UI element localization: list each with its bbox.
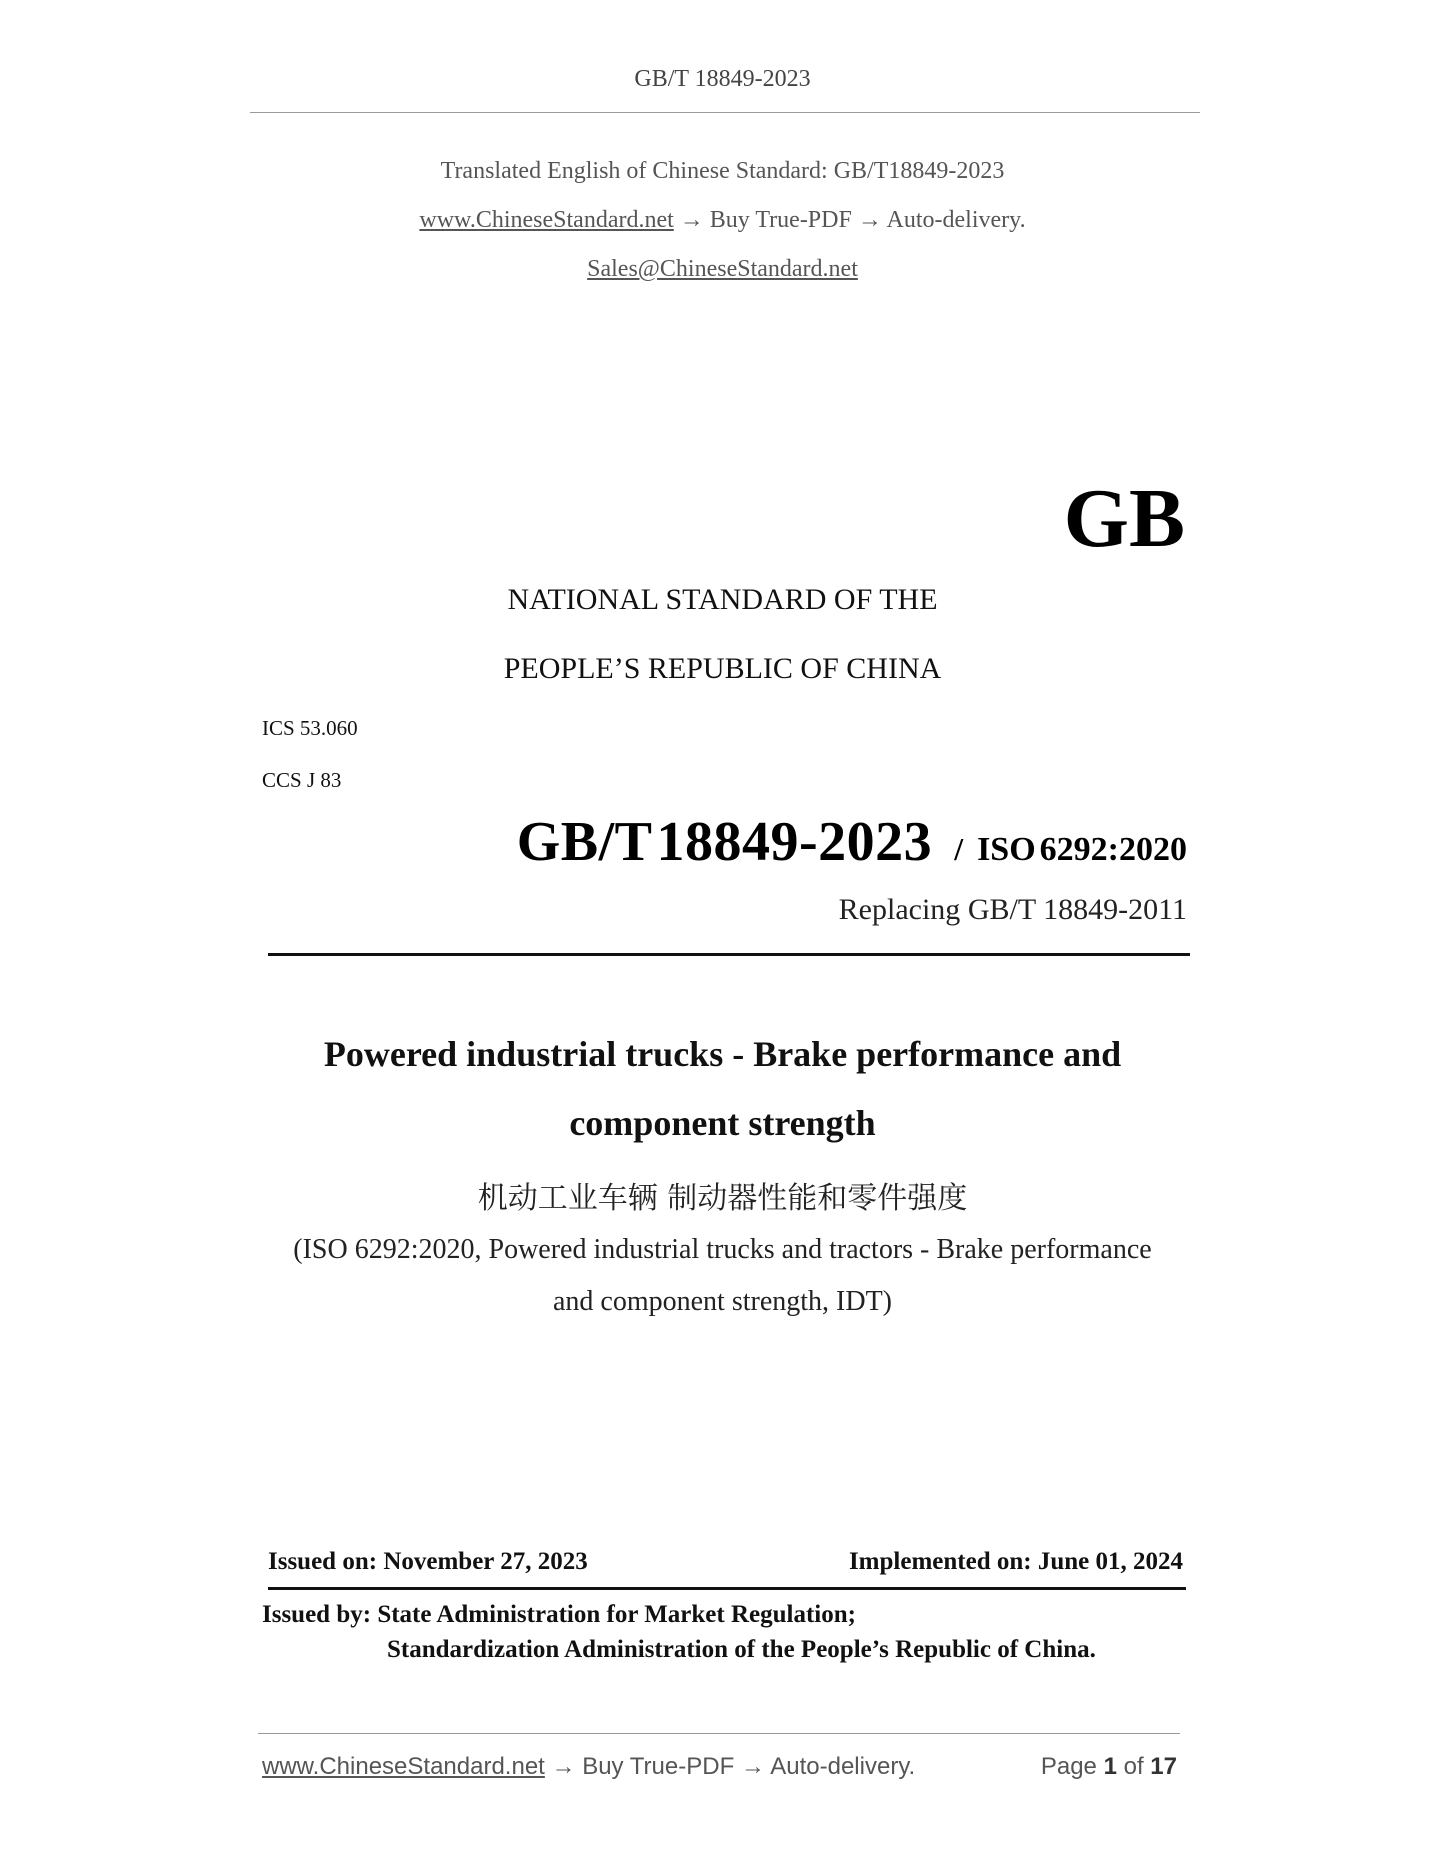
page-label: Page bbox=[1040, 1753, 1097, 1780]
arrow-icon: → bbox=[857, 207, 882, 233]
page-number: 1 bbox=[1103, 1753, 1117, 1780]
replacing-prefix: GB/T bbox=[967, 893, 1036, 926]
header-rule bbox=[250, 112, 1200, 113]
footer-delivery-text: Auto-delivery. bbox=[770, 1753, 916, 1780]
issued-on-date: Issued on: November 27, 2023 bbox=[268, 1548, 588, 1575]
page-indicator bbox=[1041, 1753, 1177, 1781]
gb-mark: GB bbox=[1063, 472, 1185, 565]
iso-prefix: ISO bbox=[977, 831, 1036, 868]
dates-rule bbox=[268, 1587, 1186, 1590]
footer-buy-text: Buy True-PDF bbox=[582, 1753, 735, 1780]
iso-reference-line1: (ISO 6292:2020, Powered industrial trucks and tractors - Brake performance bbox=[293, 1234, 1152, 1265]
buy-text: Buy True-PDF bbox=[709, 207, 852, 233]
standard-code: 18849-2023 bbox=[656, 811, 933, 873]
iso-number: 6292:2020 bbox=[1039, 831, 1187, 868]
arrow-icon: → bbox=[551, 1753, 576, 1780]
issued-by-line2: Standardization Administration of the People’s Republic of China. bbox=[387, 1636, 1096, 1663]
total-pages: 17 bbox=[1150, 1753, 1177, 1780]
standard-number bbox=[517, 810, 1187, 874]
promo-purchase-line bbox=[0, 207, 1445, 234]
email-link[interactable]: Sales@ChineseStandard.net bbox=[587, 256, 858, 282]
of-label: of bbox=[1123, 1753, 1144, 1780]
national-standard-line2: PEOPLE’S REPUBLIC OF CHINA bbox=[503, 652, 942, 685]
footer-purchase-line bbox=[262, 1753, 915, 1781]
title-rule bbox=[268, 953, 1190, 956]
running-header: GB/T 18849-2023 bbox=[634, 66, 811, 92]
footer-site-link[interactable]: www.ChineseStandard.net bbox=[262, 1753, 545, 1780]
ics-code: ICS 53.060 bbox=[262, 716, 358, 740]
site-link[interactable]: www.ChineseStandard.net bbox=[419, 207, 674, 233]
replacing-line bbox=[839, 893, 1187, 927]
chinese-title: 机动工业车辆 制动器性能和零件强度 bbox=[477, 1181, 968, 1216]
ccs-code: CCS J 83 bbox=[262, 768, 342, 792]
document-title-line1: Powered industrial trucks - Brake performance and bbox=[323, 1034, 1122, 1074]
promo-email-line bbox=[0, 256, 1445, 283]
arrow-icon: → bbox=[679, 207, 704, 233]
implemented-on-date: Implemented on: June 01, 2024 bbox=[848, 1548, 1183, 1575]
iso-reference-line2: and component strength, IDT) bbox=[552, 1286, 893, 1317]
arrow-icon: → bbox=[740, 1753, 765, 1780]
delivery-text: Auto-delivery. bbox=[886, 207, 1026, 233]
footer-rule bbox=[258, 1733, 1180, 1734]
issued-by-line1: Issued by: State Administration for Market Regulation; bbox=[262, 1601, 856, 1628]
promo-title: Translated English of Chinese Standard: GB/T18849-2023 bbox=[440, 158, 1005, 184]
replacing-label: Replacing bbox=[838, 893, 961, 926]
document-title-line2: component strength bbox=[569, 1103, 876, 1143]
standard-separator: / bbox=[954, 831, 964, 867]
national-standard-line1: NATIONAL STANDARD OF THE bbox=[507, 583, 938, 616]
replacing-number: 18849-2011 bbox=[1043, 893, 1187, 926]
standard-prefix: GB/T bbox=[516, 811, 653, 873]
